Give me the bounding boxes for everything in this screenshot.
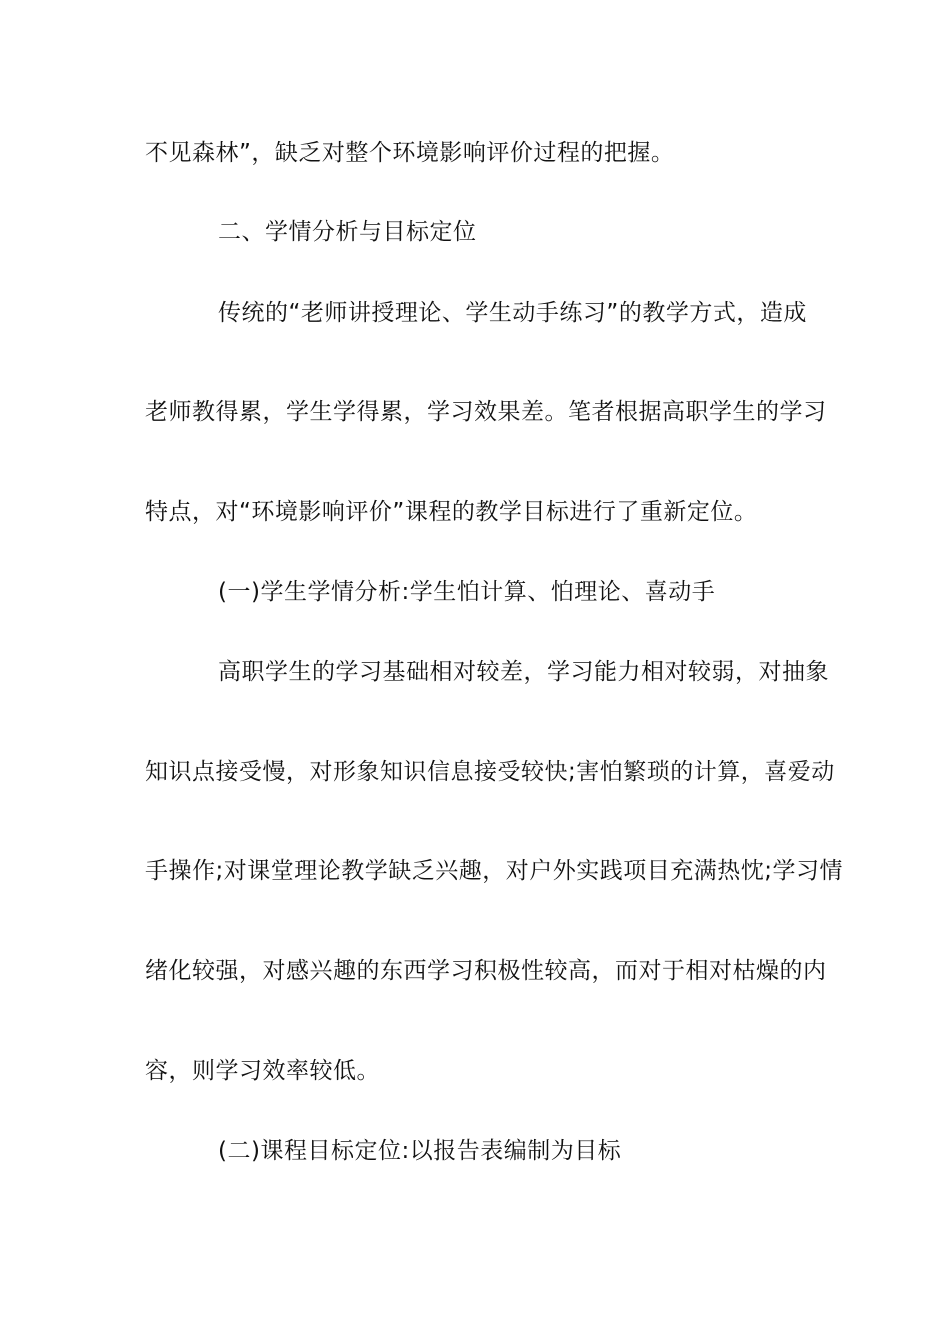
paragraph-line: 传统的“老师讲授理论、学生动手练习”的教学方式，造成 xyxy=(218,300,807,326)
paragraph-line: 容，则学习效率较低。 xyxy=(145,1058,380,1084)
paragraph-line: 老师教得累，学生学得累，学习效果差。笔者根据高职学生的学习 xyxy=(145,399,827,425)
section-heading: 二、学情分析与目标定位 xyxy=(218,219,477,245)
paragraph-line: 知识点接受慢，对形象知识信息接受较快;害怕繁琐的计算，喜爱动 xyxy=(145,759,835,785)
subsection-heading: (一)学生学情分析:学生怕计算、怕理论、喜动手 xyxy=(218,579,716,605)
subsection-heading: (二)课程目标定位:以报告表编制为目标 xyxy=(218,1138,622,1164)
paragraph-line: 绪化较强，对感兴趣的东西学习积极性较高，而对于相对枯燥的内 xyxy=(145,958,827,984)
paragraph-line: 特点，对“环境影响评价”课程的教学目标进行了重新定位。 xyxy=(145,499,758,525)
paragraph-line: 高职学生的学习基础相对较差，学习能力相对较弱，对抽象 xyxy=(218,659,829,685)
paragraph-line: 手操作;对课堂理论教学缺乏兴趣，对户外实践项目充满热忱;学习情 xyxy=(145,858,843,884)
paragraph-continuation: 不见森林”，缺乏对整个环境影响评价过程的把握。 xyxy=(145,140,675,166)
